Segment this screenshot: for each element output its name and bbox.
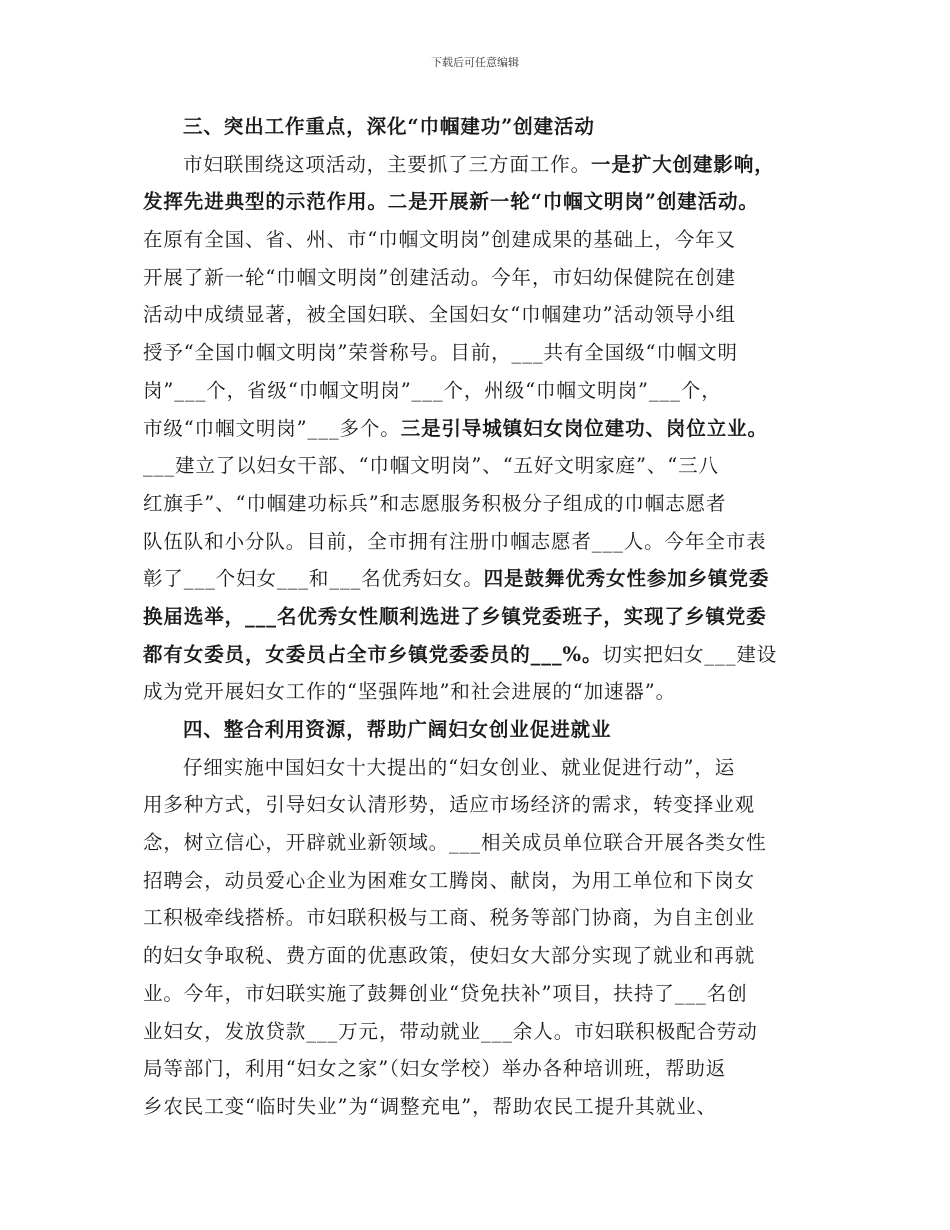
section-heading-3: 三、突出工作重点，深化“巾帼建功”创建活动 xyxy=(183,115,595,138)
document-body xyxy=(143,108,819,1126)
paragraph-line: 都有女委员，女委员占全市乡镇党委委员的___%。切实把妇女___建设 xyxy=(143,642,778,666)
paragraph-line: 开展了新一轮“巾帼文明岗”创建活动。今年，市妇幼保健院在创建 xyxy=(143,265,736,289)
paragraph-line: 念，树立信心，开辟就业新领域。___相关成员单位联合开展各类女性 xyxy=(143,831,767,855)
paragraph-line: 换届选举，___名优秀女性顺利选进了乡镇党委班子，实现了乡镇党委 xyxy=(143,604,767,628)
paragraph-line: ___建立了以妇女干部、“巾帼文明岗”、“五好文明家庭”、“三八 xyxy=(143,454,719,478)
paragraph-line: 市级“巾帼文明岗”___多个。三是引导城镇妇女岗位建功、岗位立业。 xyxy=(143,416,768,440)
paragraph-line: 红旗手”、“巾帼建功标兵”和志愿服务积极分子组成的巾帼志愿者 xyxy=(143,491,727,515)
section-heading-4: 四、整合利用资源，帮助广阔妇女创业促进就业 xyxy=(183,718,612,741)
page-header: 下载后可任意编辑 xyxy=(431,56,519,69)
paragraph-line: 发挥先进典型的示范作用。二是开展新一轮“巾帼文明岗”创建活动。 xyxy=(143,190,759,214)
paragraph-line: 的妇女争取税、费方面的优惠政策，使妇女大部分实现了就业和再就 xyxy=(143,944,756,968)
paragraph-line: 队伍队和小分队。目前，全市拥有注册巾帼志愿者___人。今年全市表 xyxy=(143,529,767,553)
paragraph-line: 岗”___个，省级“巾帼文明岗”___个，州级“巾帼文明岗”___个， xyxy=(143,378,722,402)
paragraph-line: 活动中成绩显著，被全国妇联、全国妇女“巾帼建功”活动领导小组 xyxy=(143,303,736,327)
paragraph-line: 市妇联围绕这项活动，主要抓了三方面工作。一是扩大创建影响， xyxy=(183,152,775,176)
paragraph-line: 彰了___个妇女___和___名优秀妇女。四是鼓舞优秀女性参加乡镇党委 xyxy=(143,567,770,591)
paragraph-line: 招聘会，动员爱心企业为困难女工腾岗、献岗，为用工单位和下岗女 xyxy=(143,868,756,892)
paragraph-line: 局等部门，利用“妇女之家”（妇女学校）举办各种培训班，帮助返 xyxy=(143,1057,727,1081)
paragraph-line: 乡农民工变“临时失业”为“调整充电”，帮助农民工提升其就业、 xyxy=(143,1094,717,1118)
paragraph-line: 用多种方式，引导妇女认清形势，适应市场经济的需求，转变择业观 xyxy=(143,793,756,817)
paragraph-line: 工积极牵线搭桥。市妇联积极与工商、税务等部门协商，为自主创业 xyxy=(143,906,756,930)
paragraph-line: 在原有全国、省、州、市“巾帼文明岗”创建成果的基础上，今年又 xyxy=(143,228,736,252)
paragraph-line: 授予“全国巾帼文明岗”荣誉称号。目前，___共有全国级“巾帼文明 xyxy=(143,341,738,365)
paragraph-line: 业妇女，发放贷款___万元，带动就业___余人。市妇联积极配合劳动 xyxy=(143,1019,758,1043)
paragraph-line: 仔细实施中国妇女十大提出的“妇女创业、就业促进行动”，运 xyxy=(183,755,736,779)
paragraph-line: 成为党开展妇女工作的“坚强阵地”和社会进展的“加速器”。 xyxy=(143,680,677,704)
paragraph-line: 业。今年，市妇联实施了鼓舞创业“贷免扶补”项目，扶持了___名创 xyxy=(143,981,748,1005)
